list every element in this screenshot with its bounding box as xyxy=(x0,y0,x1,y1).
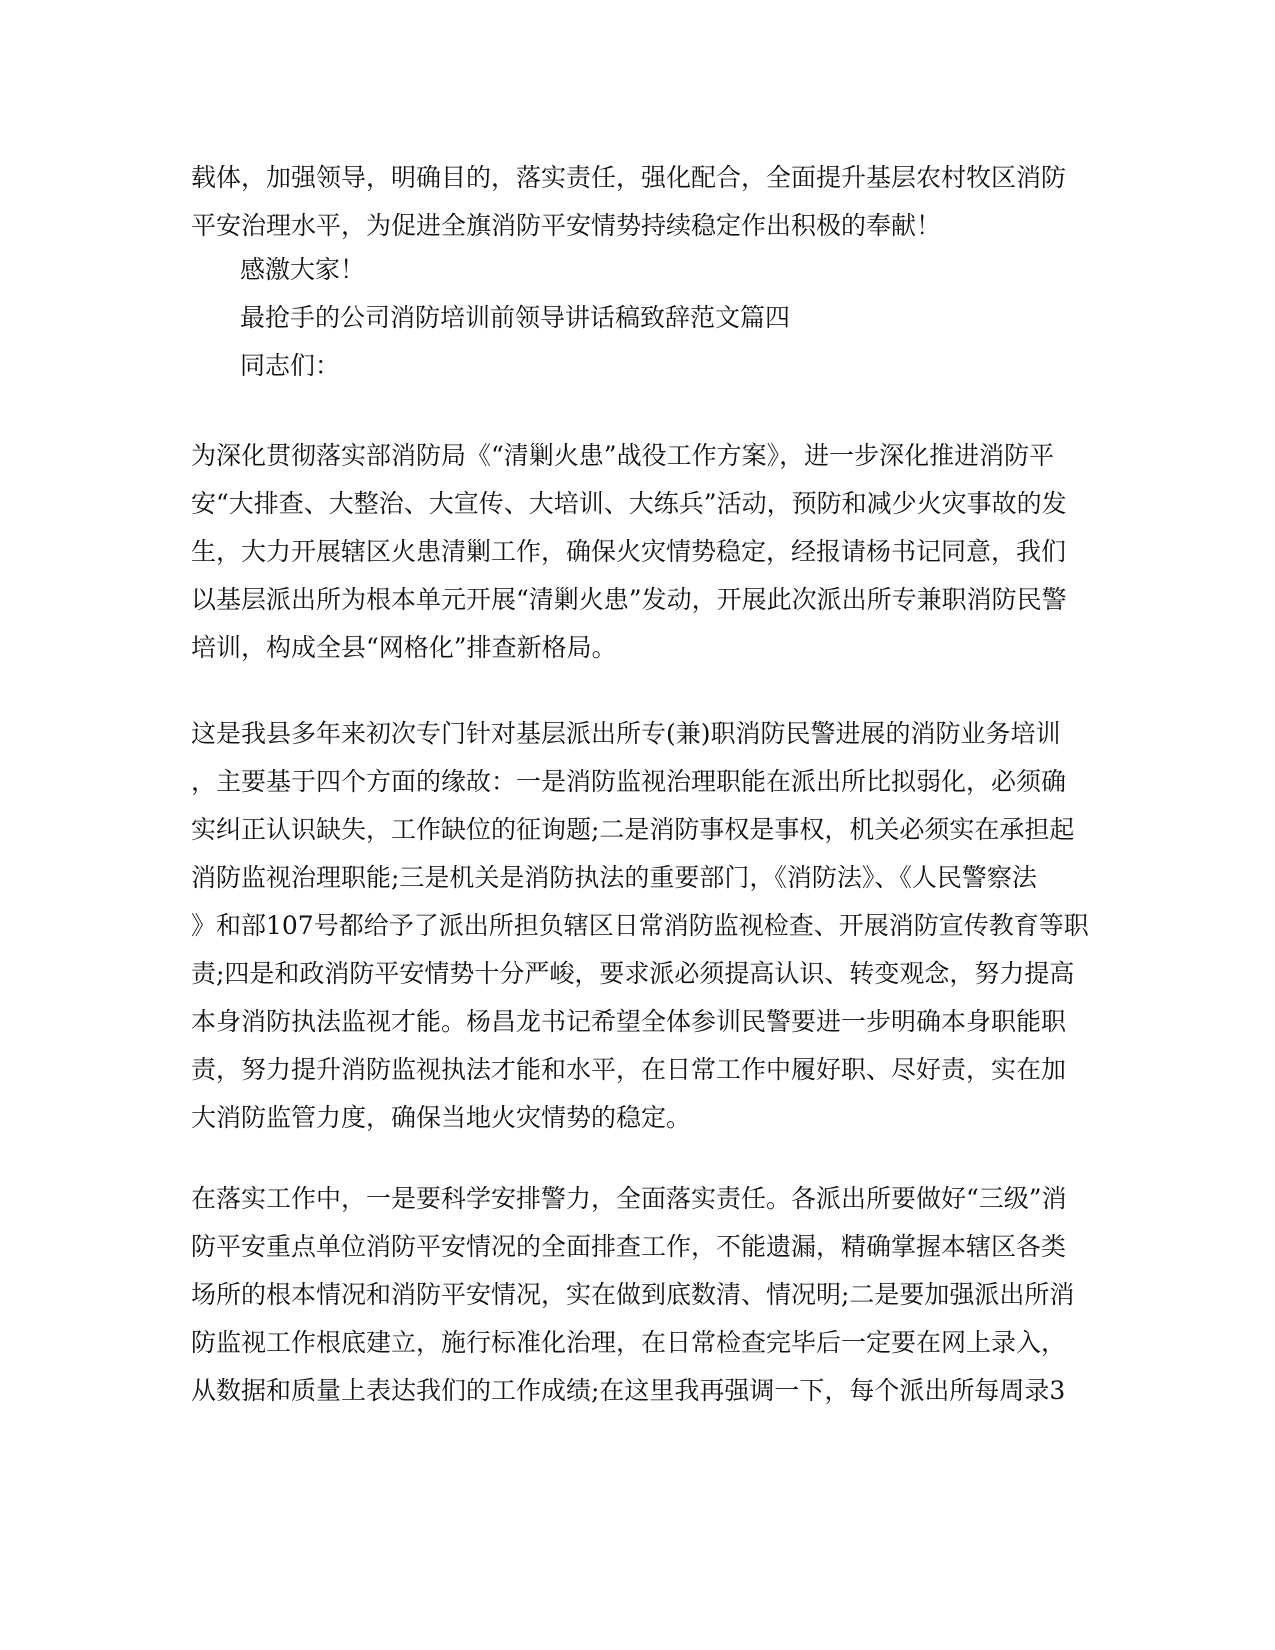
text-line: 在落实工作中，一是要科学安排警力，全面落实责任。各派出所要做好“三级”消 xyxy=(191,1184,1067,1213)
thanks-line: 感激大家！ xyxy=(240,255,366,284)
text-line: 责;四是和政消防平安情势十分严峻，要求派必须提高认识、转变观念，努力提高 xyxy=(191,959,1075,988)
paragraph-1 xyxy=(191,432,1081,672)
text-line: 大消防监管力度，确保当地火灾情势的稳定。 xyxy=(191,1103,692,1132)
text-line: 防平安重点单位消防平安情况的全面排查工作，不能遗漏，精确掌握本辖区各类 xyxy=(191,1232,1067,1261)
text-line: 本身消防执法监视才能。杨昌龙书记希望全体参训民警要进一步明确本身职能职 xyxy=(191,1007,1067,1036)
text-line: ，主要基于四个方面的缘故：一是消防监视治理职能在派出所比拟弱化，必须确 xyxy=(191,767,1067,796)
text-line: 实纠正认识缺失，工作缺位的征询题;二是消防事权是事权，机关必须实在承担起 xyxy=(191,815,1075,844)
text-line: 责，努力提升消防监视执法才能和水平，在日常工作中履好职、尽好责，实在加 xyxy=(191,1055,1067,1084)
text-line: 这是我县多年来初次专门针对基层派出所专(兼)职消防民警进展的消防业务培训 xyxy=(191,719,1061,748)
paragraph-3 xyxy=(191,1175,1081,1415)
intro-paragraph xyxy=(191,154,1081,250)
text-line: 场所的根本情况和消防平安情况，实在做到底数清、情况明;二是要加强派出所消 xyxy=(191,1280,1075,1309)
text-line: 防监视工作根底建立，施行标准化治理，在日常检查完毕后一定要在网上录入， xyxy=(191,1328,1067,1357)
section-heading: 最抢手的公司消防培训前领导讲话稿致辞范文篇四 xyxy=(240,303,791,332)
paragraph-2 xyxy=(191,710,1089,1142)
text-line: 平安治理水平，为促进全旗消防平安情势持续稳定作出积极的奉献！ xyxy=(191,211,942,240)
text-line: 以基层派出所为根本单元开展“清剿火患”发动，开展此次派出所专兼职消防民警 xyxy=(191,585,1067,614)
text-line: 为深化贯彻落实部消防局《“清剿火患”战役工作方案》，进一步深化推进消防平 xyxy=(191,441,1055,470)
text-line: 消防监视治理职能;三是机关是消防执法的重要部门，《消防法》、《人民警察法 xyxy=(191,863,1037,892)
salutation: 同志们： xyxy=(240,351,341,380)
text-line: 安“大排查、大整治、大宣传、大培训、大练兵”活动，预防和减少火灾事故的发 xyxy=(191,489,1067,518)
text-line: 载体，加强领导，明确目的，落实责任，强化配合，全面提升基层农村牧区消防 xyxy=(191,163,1067,192)
text-line: 从数据和质量上表达我们的工作成绩;在这里我再强调一下，每个派出所每周录3 xyxy=(191,1376,1066,1405)
text-line: 生，大力开展辖区火患清剿工作，确保火灾情势稳定，经报请杨书记同意，我们 xyxy=(191,537,1067,566)
text-line: 培训，构成全县“网格化”排查新格局。 xyxy=(191,633,617,662)
text-line: 》和部107号都给予了派出所担负辖区日常消防监视检查、开展消防宣传教育等职 xyxy=(191,911,1089,940)
